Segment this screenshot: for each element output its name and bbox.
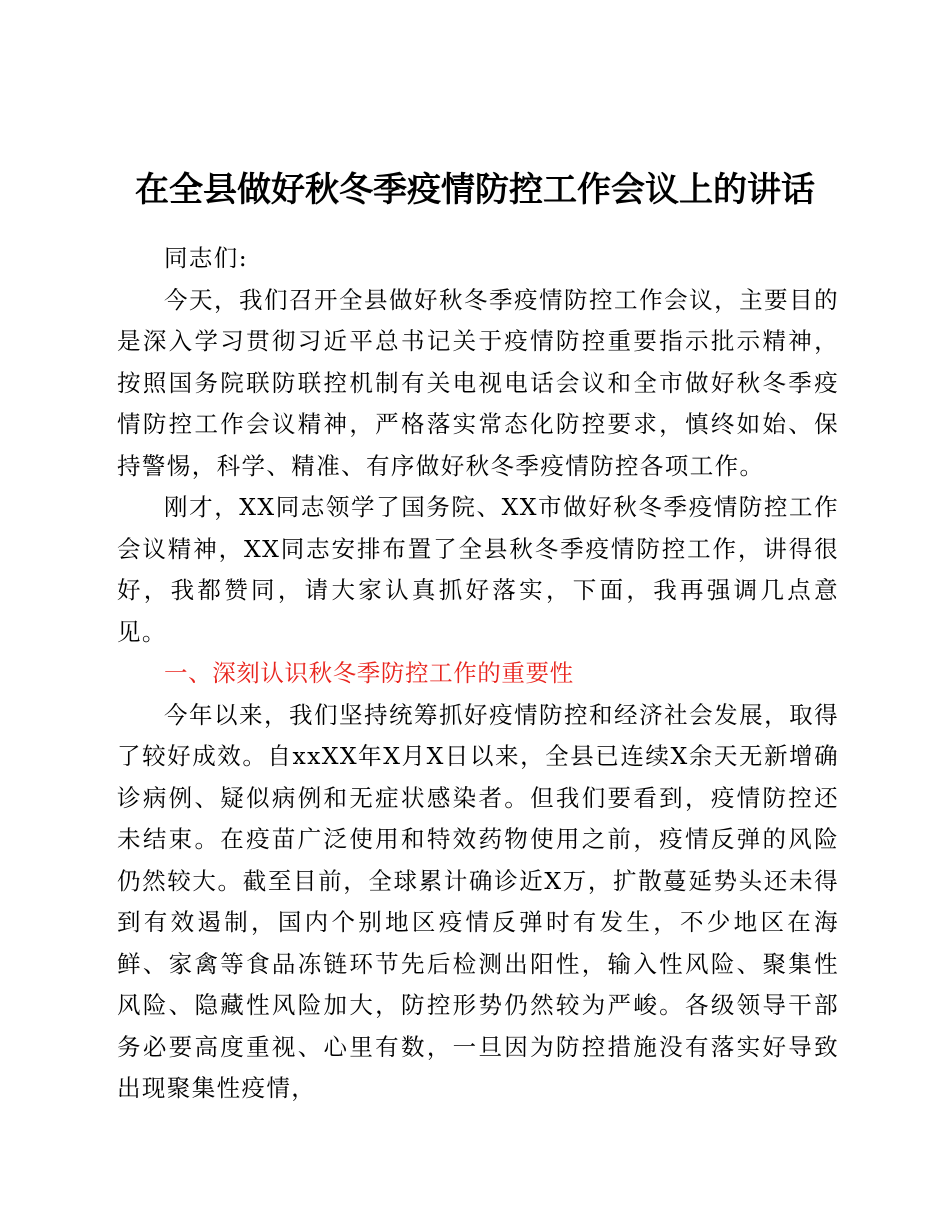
- paragraph-review: 刚才，XX同志领学了国务院、XX市做好秋冬季疫情防控工作会议精神，XX同志安排布置了全县秋冬季疫情防控工作，讲得很好，我都赞同，请大家认真抓好落实，下面，我再强调几点意见。: [117, 493, 839, 646]
- section-paragraph: 今年以来，我们坚持统筹抓好疫情防控和经济社会发展，取得了较好成效。自xxXX年X月X日以来，全县已连续X余天无新增确诊病例、疑似病例和无症状感染者。但我们要看到，疫情防控还未结束。在疫苗广泛使用和特效药物使用之前，疫情反弹的风险仍然较大。截至目前，全球累计确诊近X万，扩散蔓延势头还未得到有效遏制，国内个别地区疫情反弹时有发生，不少地区在海鲜、家禽等食品冻链环节先后检测出阳性，输入性风险、聚集性风险、隐藏性风险加大，防控形势仍然较为严峻。各级领导干部务必要高度重视、心里有数，一旦因为防控措施没有落实好导致出现聚集性疫情，: [117, 700, 839, 1102]
- paragraph-opening: 今天，我们召开全县做好秋冬季疫情防控工作会议，主要目的是深入学习贯彻习近平总书记关于疫情防控重要指示批示精神，按照国务院联防联控机制有关电视电话会议和全市做好秋冬季疫情防控工作会议精神，严格落实常态化防控要求，慎终如始、保持警惕，科学、精准、有序做好秋冬季疫情防控各项工作。: [117, 285, 839, 480]
- section-heading: 一、深刻认识秋冬季防控工作的重要性: [164, 659, 574, 687]
- document-title: 在全县做好秋冬季疫情防控工作会议上的讲话: [135, 170, 815, 210]
- document-body: [117, 238, 839, 1110]
- salutation: 同志们:: [164, 244, 249, 272]
